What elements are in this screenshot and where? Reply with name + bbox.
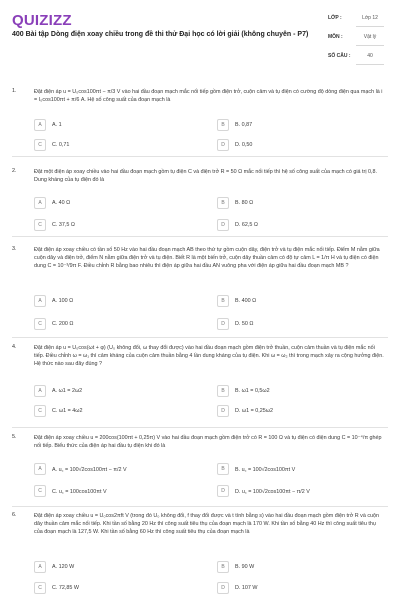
option-text: D. ω1 = 0,25ω2: [235, 407, 273, 414]
question-divider: [12, 337, 388, 338]
option-text: B. ω1 = 0,5ω2: [235, 387, 270, 394]
question-text: Đặt điện áp xoay chiều u = U₀cos2πft V (trong đó U₀ không đổi, f thay đổi được và t tính bằng s) vào hai đầu đoạn mạch gồm điện trở R và cuộn dây thuần cảm mắc nối tiếp. Khi tần số bằng 20 Hz thì công suất tiêu thụ của đoạn mạch là 170 W. Khi tần số bằng 40 Hz thì công suất tiêu thụ của đoạn mạch là 127,5 W. Khi tần số bằng 60 Hz thì công suất tiêu thụ của đoạn mạch là: [34, 513, 380, 535]
option-letter: C: [34, 219, 46, 231]
answer-option-c[interactable]: [34, 484, 200, 497]
option-letter: A: [34, 197, 46, 209]
option-letter: D: [217, 318, 229, 330]
option-text: A. u꜀ = 100√2cos100πt − π/2 V: [52, 466, 127, 473]
option-text: A. ω1 = 2ω2: [52, 387, 83, 394]
option-text: D. 107 W: [235, 584, 258, 591]
option-text: A. 120 W: [52, 563, 75, 570]
option-letter: B: [217, 119, 229, 131]
option-letter: A: [34, 295, 46, 307]
option-letter: B: [217, 561, 229, 573]
answer-option-d[interactable]: [217, 317, 383, 330]
option-letter: A: [34, 119, 46, 131]
option-letter: D: [217, 485, 229, 497]
question-number: 2.: [12, 168, 17, 174]
document-header: [0, 0, 400, 74]
question-item: [12, 512, 388, 598]
answer-option-c[interactable]: [34, 138, 200, 151]
option-letter: B: [217, 463, 229, 475]
answer-option-d[interactable]: [217, 138, 383, 151]
answer-option-d[interactable]: [217, 581, 383, 594]
question-text: Đặt điện áp xoay chiều u = 200cos(100πt + 0,25π) V vào hai đầu đoạn mạch gồm điện trở có R = 100 Ω và tụ điện có điện dung C = 10⁻⁴/π ghép nối tiếp. Biểu thức của điện áp hai đầu tụ điện khi đó là: [34, 435, 382, 449]
answer-option-d[interactable]: [217, 218, 383, 231]
question-item: [12, 88, 388, 150]
option-text: D. 50 Ω: [235, 320, 254, 327]
answer-option-c[interactable]: [34, 404, 200, 417]
option-text: C. u꜀ = 100cos100πt V: [52, 488, 107, 495]
question-text: Đặt điện áp xoay chiều có tần số 50 Hz vào hai đầu đoạn mạch AB theo thứ tự gồm cuộn dây, điện trở và tụ điện mắc nối tiếp. Điểm M nằm giữa cuộn dây và điện trở, điểm N nằm giữa điện trở và tụ điện. Biết R là một biến trở, cuộn dây thuần cảm có độ tự cảm L = 1/π H và tụ điện có điện dung C = 10⁻³/9π F. Điều chỉnh R bằng bao nhiêu thì điện áp giữa hai đầu AN vuông pha với điện áp giữa hai đầu đoạn mạch MB ?: [34, 247, 380, 269]
option-text: C. 0,71: [52, 141, 70, 148]
option-text: D. u꜀ = 100√2cos100πt − π/2 V: [235, 488, 310, 495]
question-divider: [12, 236, 388, 237]
question-divider: [12, 156, 388, 157]
answer-option-b[interactable]: [217, 118, 383, 131]
option-letter: B: [217, 197, 229, 209]
answer-option-b[interactable]: [217, 384, 383, 397]
option-text: C. 200 Ω: [52, 320, 74, 327]
answer-option-a[interactable]: [34, 462, 200, 475]
option-letter: B: [217, 385, 229, 397]
question-item: [12, 434, 388, 504]
option-letter: A: [34, 463, 46, 475]
answer-option-a[interactable]: [34, 384, 200, 397]
answer-option-c[interactable]: [34, 317, 200, 330]
answer-option-b[interactable]: [217, 462, 383, 475]
answer-option-b[interactable]: [217, 196, 383, 209]
question-text: Đặt điện áp u = U₀cos(ωt + φ) (U₀ không đổi, ω thay đổi được) vào hai đầu đoạn mạch gồm điện trở thuần, cuộn cảm thuần và tụ điện mắc nối tiếp. Điều chỉnh ω = ω₁ thì cảm kháng của cuộn cảm thuần bằng 4 lần dung kháng của tụ điện. Khi ω = ω₂ thì trong mạch xảy ra cộng hưởng điện. Hệ thức nào sau đây đúng ?: [34, 345, 384, 367]
question-number: 6.: [12, 512, 17, 518]
option-letter: D: [217, 139, 229, 151]
question-text: Đặt một điện áp xoay chiều vào hai đầu đoạn mạch gồm tụ điện C và điện trở R = 50 Ω mắc nối tiếp thì hệ số công suất của mạch có giá trị 0,8. Dung kháng của tụ điện đó là: [34, 169, 378, 183]
option-letter: C: [34, 318, 46, 330]
option-letter: A: [34, 561, 46, 573]
answer-option-a[interactable]: [34, 118, 200, 131]
question-item: [12, 344, 388, 422]
option-text: B. 90 W: [235, 563, 255, 570]
answer-option-b[interactable]: [217, 560, 383, 573]
question-number: 3.: [12, 246, 17, 252]
question-number: 5.: [12, 434, 17, 440]
answer-option-a[interactable]: [34, 560, 200, 573]
answer-option-c[interactable]: [34, 581, 200, 594]
meta-class-row: [328, 12, 390, 27]
option-letter: C: [34, 405, 46, 417]
question-item: [12, 168, 388, 230]
option-letter: C: [34, 139, 46, 151]
question-text: Đặt điện áp u = U₀cos100πt − π/3 V vào hai đầu đoạn mạch mắc nối tiếp gồm điện trở, cuộn cảm và tụ điện có cường độ dòng điện qua mạch là i = I₀cos100πt + π/6 A. Hệ số công suất của đoạn mạch là: [34, 89, 383, 103]
page-title: 400 Bài tập Dòng điện xoay chiều trong đề thi thử Đại học có lời giải (không chuyên - P7): [12, 31, 309, 38]
answer-option-d[interactable]: [217, 484, 383, 497]
quizizz-logo: QUIZIZZ: [12, 12, 72, 29]
option-text: A. 100 Ω: [52, 297, 74, 304]
option-letter: D: [217, 582, 229, 594]
option-letter: D: [217, 219, 229, 231]
meta-class-label: LỚP :: [328, 15, 342, 21]
answer-option-c[interactable]: [34, 218, 200, 231]
option-text: D. 62,5 Ω: [235, 221, 258, 228]
option-letter: C: [34, 582, 46, 594]
option-text: B. u꜀ = 100√2cos100πt V: [235, 466, 296, 473]
meta-class-value: Lớp 12: [356, 12, 384, 27]
question-divider: [12, 427, 388, 428]
option-text: B. 0,87: [235, 121, 253, 128]
option-text: B. 400 Ω: [235, 297, 257, 304]
option-text: A. 40 Ω: [52, 199, 71, 206]
answer-option-a[interactable]: [34, 294, 200, 307]
document-meta: [328, 12, 390, 69]
answer-option-d[interactable]: [217, 404, 383, 417]
meta-subject-value: Vật lý: [356, 31, 384, 46]
question-number: 4.: [12, 344, 17, 350]
meta-count-label: SỐ CÂU :: [328, 53, 351, 59]
question-item: [12, 246, 388, 332]
meta-subject-label: MÔN :: [328, 34, 343, 40]
answer-option-b[interactable]: [217, 294, 383, 307]
option-text: C. 72,85 W: [52, 584, 79, 591]
option-text: B. 80 Ω: [235, 199, 254, 206]
option-text: D. 0,50: [235, 141, 253, 148]
option-text: A. 1: [52, 121, 62, 128]
meta-count-value: 40: [356, 50, 384, 65]
question-number: 1.: [12, 88, 17, 94]
option-letter: D: [217, 405, 229, 417]
question-divider: [12, 506, 388, 507]
option-letter: A: [34, 385, 46, 397]
option-letter: B: [217, 295, 229, 307]
answer-option-a[interactable]: [34, 196, 200, 209]
option-letter: C: [34, 485, 46, 497]
option-text: C. ω1 = 4ω2: [52, 407, 83, 414]
meta-count-row: [328, 50, 390, 65]
option-text: C. 37,5 Ω: [52, 221, 75, 228]
meta-subject-row: [328, 31, 390, 46]
